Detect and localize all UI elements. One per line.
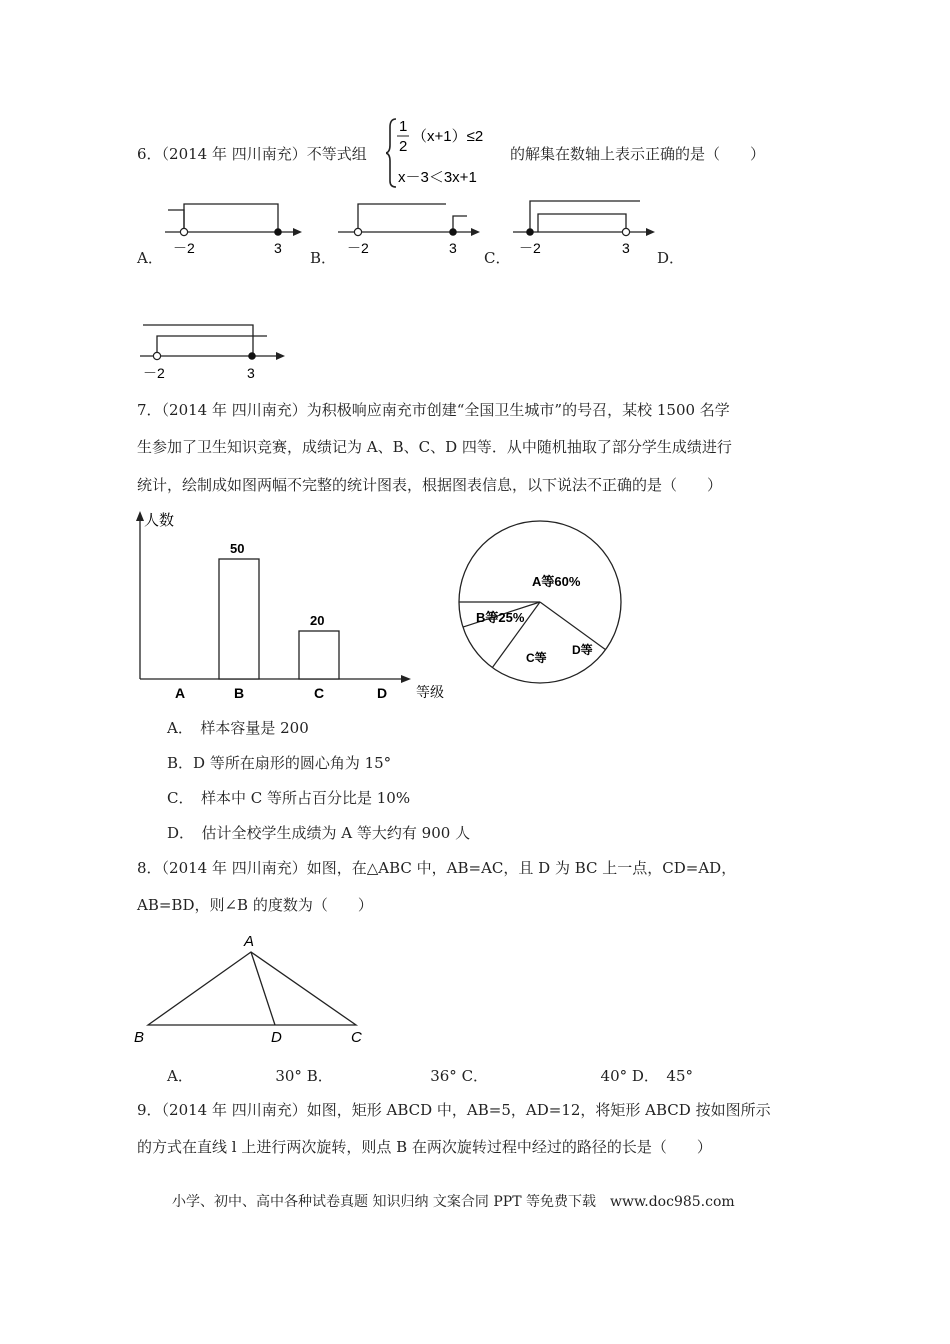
q6-option-a-letter: A．: [137, 249, 163, 267]
bar-c: [299, 631, 339, 679]
vertex-a-label: A: [244, 933, 255, 950]
q7-option-a: A． 样本容量是 200: [167, 719, 309, 737]
number-line-d: [135, 318, 290, 384]
tick-label-minus-2: －2: [173, 240, 195, 256]
brace-icon: [386, 119, 396, 187]
number-line-c: [508, 196, 658, 260]
tick-label-minus-2: －2: [347, 240, 369, 256]
vertex-c-label: C: [351, 1029, 362, 1046]
q7-line-2: 生参加了卫生知识竞赛，成绩记为 A、B、C、D 四等．从中随机抽取了部分学生成绩进行: [137, 438, 732, 456]
number-line-a: [160, 196, 305, 260]
fraction-numerator: 1: [399, 118, 408, 135]
q9-line-1: 9．（2014 年 四川南充）如图，矩形 ABCD 中，AB=5，AD=12，将矩形 ABCD 按如图所示: [137, 1101, 771, 1119]
q7-option-b: B．D 等所在扇形的圆心角为 15°: [167, 754, 392, 772]
bar-chart: [128, 507, 448, 705]
x-axis-label: 等级: [416, 684, 444, 700]
q8-line-1: 8．（2014 年 四川南充）如图，在△ABC 中，AB=AC，且 D 为 BC 上一点，CD=AD，: [137, 859, 737, 877]
q7-option-c: C． 样本中 C 等所占百分比是 10%: [167, 789, 411, 807]
vertex-d-label: D: [271, 1029, 282, 1046]
q6-suffix: 的解集在数轴上表示正确的是（ ）: [510, 145, 766, 163]
tick-label-minus-2: －2: [519, 240, 541, 256]
x-tick-label-d: D: [377, 685, 388, 701]
q7-line-1: 7．（2014 年 四川南充）为积极响应南充市创建“全国卫生城市”的号召，某校 1500 名学: [137, 401, 730, 419]
q6-option-d-letter: D．: [657, 249, 685, 267]
bar-value-label-b: 50: [230, 541, 245, 556]
pie-slice-label-1: B等25%: [476, 610, 525, 625]
triangle-abc-figure: [128, 930, 378, 1050]
q7-line-3: 统计，绘制成如图两幅不完整的统计图表，根据图表信息，以下说法不正确的是（ ）: [137, 476, 723, 494]
number-line-b: [333, 196, 483, 260]
q7-option-d: D． 估计全校学生成绩为 A 等大约有 900 人: [167, 824, 471, 842]
x-tick-label-c: C: [314, 685, 325, 701]
bar-value-label-c: 20: [310, 613, 325, 628]
pie-slice-label-0: A等60%: [532, 574, 581, 589]
x-tick-label-a: A: [175, 685, 186, 701]
tick-label-3: 3: [274, 240, 282, 256]
q8-line-2: AB=BD，则∠B 的度数为（ ）: [137, 896, 373, 914]
q6-prefix: 6．（2014 年 四川南充）不等式组: [137, 145, 367, 163]
q6-option-b-letter: B．: [310, 249, 337, 267]
inequality-2: x－3＜3x+1: [398, 169, 477, 186]
fraction-denominator: 2: [399, 138, 408, 155]
q9-line-2: 的方式在直线 l 上进行两次旋转，则点 B 在两次旋转过程中经过的路径的长是（ ）: [137, 1138, 712, 1156]
y-axis-label: 人数: [144, 512, 175, 529]
pie-slice-label-2: C等: [526, 651, 547, 665]
inequality-1: （x+1）≤2: [412, 128, 484, 145]
tick-label-3: 3: [449, 240, 457, 256]
bar-b: [219, 559, 259, 679]
q8-answer-options: A． 30° B． 36° C． 40° D． 45°: [167, 1067, 694, 1085]
page-footer: 小学、初中、高中各种试卷真题 知识归纳 文案合同 PPT 等免费下载 www.doc985.com: [172, 1194, 735, 1210]
q6-inequality-system: [386, 115, 510, 191]
q6-option-c-letter: C．: [484, 249, 511, 267]
tick-label-3: 3: [247, 365, 255, 381]
vertex-b-label: B: [134, 1029, 145, 1046]
pie-chart: [455, 515, 625, 690]
tick-label-3: 3: [622, 240, 630, 256]
x-tick-label-b: B: [234, 685, 245, 701]
tick-label-minus-2: －2: [143, 365, 165, 381]
pie-slice-label-3: D等: [572, 643, 593, 657]
